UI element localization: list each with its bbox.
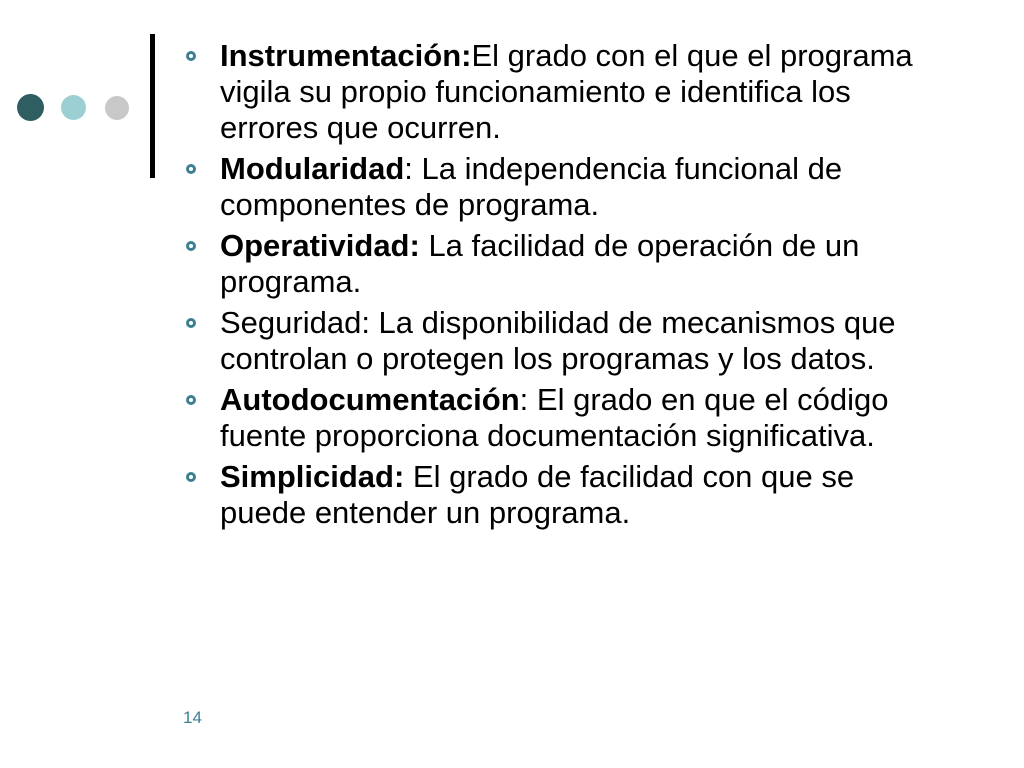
bullet-ring-icon bbox=[186, 472, 196, 482]
item-text: El grado de facilidad con que se puede entender un programa. bbox=[220, 459, 855, 530]
item-text: El grado con el que el programa vigila su propio funcionamiento e identifica los errores que ocurren. bbox=[220, 38, 913, 145]
bullet-list bbox=[185, 38, 945, 536]
list-item bbox=[185, 38, 945, 146]
list-item bbox=[185, 459, 945, 531]
page-number: 14 bbox=[183, 708, 202, 727]
bullet-ring-icon bbox=[186, 241, 196, 251]
bullet-ring-icon bbox=[186, 395, 196, 405]
list-item bbox=[185, 228, 945, 300]
bullet-ring-icon bbox=[186, 51, 196, 61]
decorative-dot-teal bbox=[61, 95, 86, 120]
bullet-ring-icon bbox=[186, 318, 196, 328]
decorative-dot-gray bbox=[105, 96, 129, 120]
item-term: Modularidad bbox=[220, 151, 405, 186]
bullet-ring-icon bbox=[186, 164, 196, 174]
item-text: : El grado en que el código fuente proporciona documentación significativa. bbox=[220, 382, 889, 453]
decorative-vertical-line bbox=[150, 34, 155, 178]
decorative-dot-dark bbox=[17, 94, 44, 121]
item-term: Autodocumentación bbox=[220, 382, 520, 417]
item-term: Operatividad: bbox=[220, 228, 420, 263]
list-item bbox=[185, 305, 945, 377]
item-text: Seguridad: La disponibilidad de mecanismos que controlan o protegen los programas y los datos. bbox=[220, 305, 896, 376]
list-item bbox=[185, 382, 945, 454]
item-text: : La independencia funcional de componentes de programa. bbox=[220, 151, 843, 222]
item-term: Simplicidad: bbox=[220, 459, 405, 494]
item-text: La facilidad de operación de un programa. bbox=[220, 228, 860, 299]
list-item bbox=[185, 151, 945, 223]
item-term: Instrumentación: bbox=[220, 38, 472, 73]
